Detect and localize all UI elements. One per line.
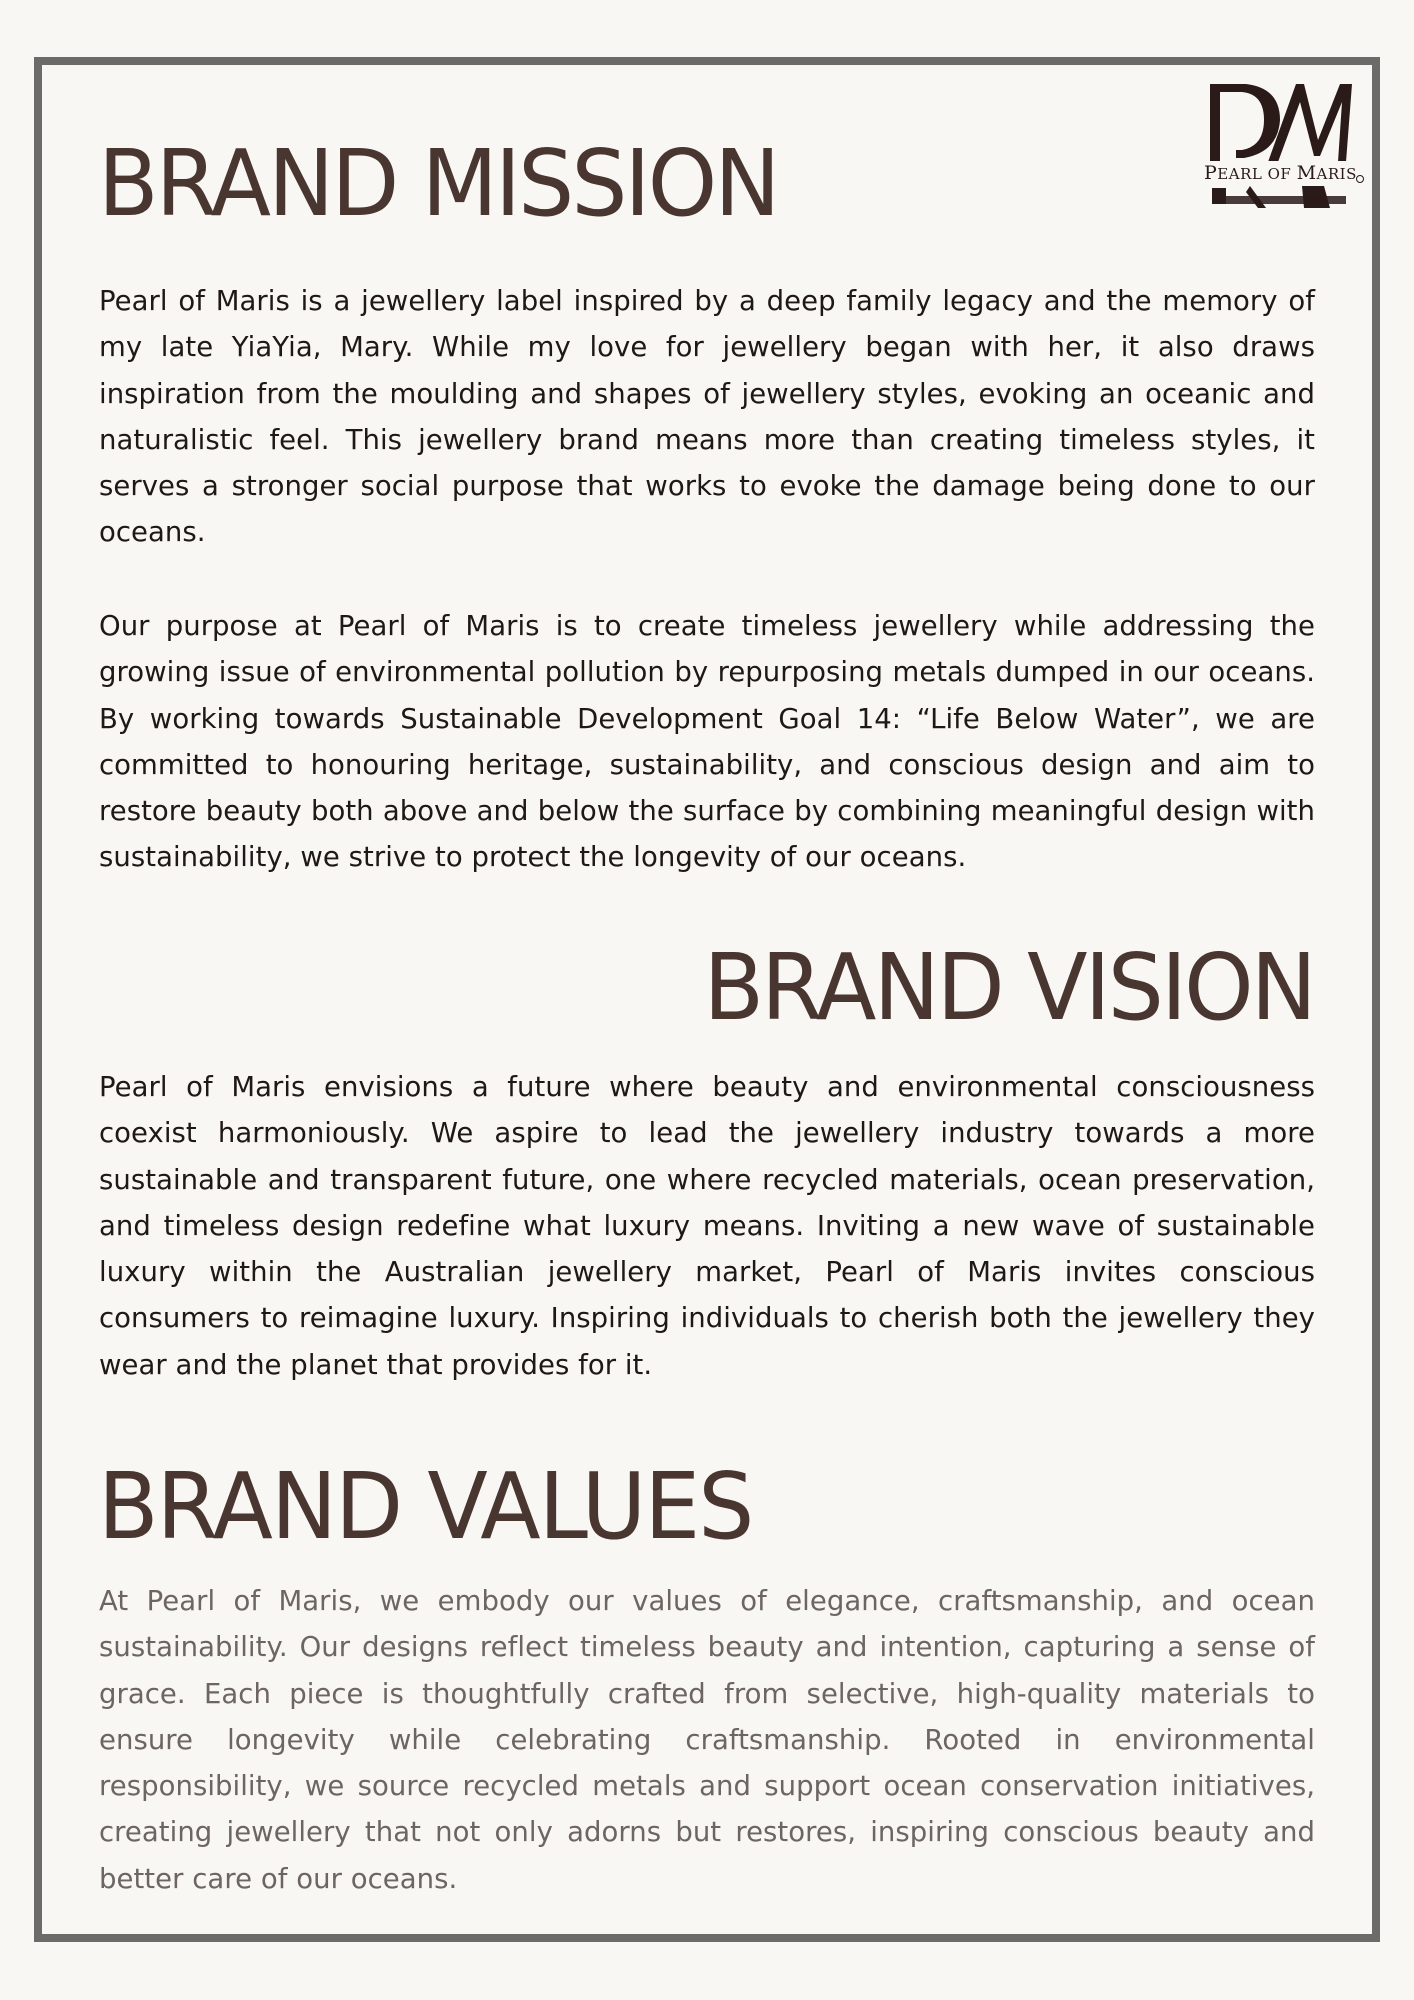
brand-vision-heading: BRAND VISION xyxy=(703,934,1314,1041)
mission-paragraph-1: Pearl of Maris is a jewellery label inspired by a deep family legacy and the memory of my late YiaYia, Mary. While my love for jewellery began with her, it also draws inspiration from the moulding and shapes of jewellery styles, evoking an oceanic and naturalistic feel. This jewellery brand means more than creating timeless styles, it serves a stronger social purpose that works to evoke the damage being done to our oceans. xyxy=(99,285,1315,549)
brand-wordmark xyxy=(1204,161,1368,185)
mission-paragraph-2: Our purpose at Pearl of Maris is to create timeless jewellery while addressing the growing issue of environmental pollution by repurposing metals dumped in our oceans. By working towards Sustainable Development Goal 14: “Life Below Water”, we are committed to honouring heritage, sustainability, and conscious design and aim to restore beauty both above and below the surface by combining meaningful design with sustainability, we strive to protect the longevity of our oceans. xyxy=(99,610,1315,874)
wordmark-part-2: ARIS xyxy=(1316,165,1357,183)
wordmark-m: M xyxy=(1296,162,1317,184)
brand-logo xyxy=(1200,78,1368,210)
wordmark-p: P xyxy=(1204,162,1218,184)
vision-paragraph: Pearl of Maris envisions a future where beauty and environmental consciousness coexist harmoniously. We aspire to lead the jewellery industry towards a more sustainable and transparent future, one where recycled materials, ocean preservation, and timeless design redefine what luxury means. Inviting a new wave of sustainable luxury within the Australian jewellery market, Pearl of Maris invites conscious consumers to reimagine luxury. Inspiring individuals to cherish both the jewellery they wear and the planet that provides for it. xyxy=(99,1071,1315,1381)
pm-monogram-icon xyxy=(1206,80,1356,208)
brand-mission-heading: BRAND MISSION xyxy=(98,130,778,237)
logo-dot-icon xyxy=(1356,175,1364,183)
wordmark-part-1: EARL OF xyxy=(1217,165,1297,183)
values-paragraph: At Pearl of Maris, we embody our values of elegance, craftsmanship, and ocean sustainability. Our designs reflect timeless beauty and intention, capturing a sense of grace. Each piece is thoughtfully crafted from selective, high-quality materials to ensure longevity while celebrating craftsmanship. Rooted in environmental responsibility, we source recycled metals and support ocean conservation initiatives, creating jewellery that not only adorns but restores, inspiring conscious beauty and better care of our oceans. xyxy=(99,1585,1315,1895)
brand-values-heading: BRAND VALUES xyxy=(98,1453,753,1560)
